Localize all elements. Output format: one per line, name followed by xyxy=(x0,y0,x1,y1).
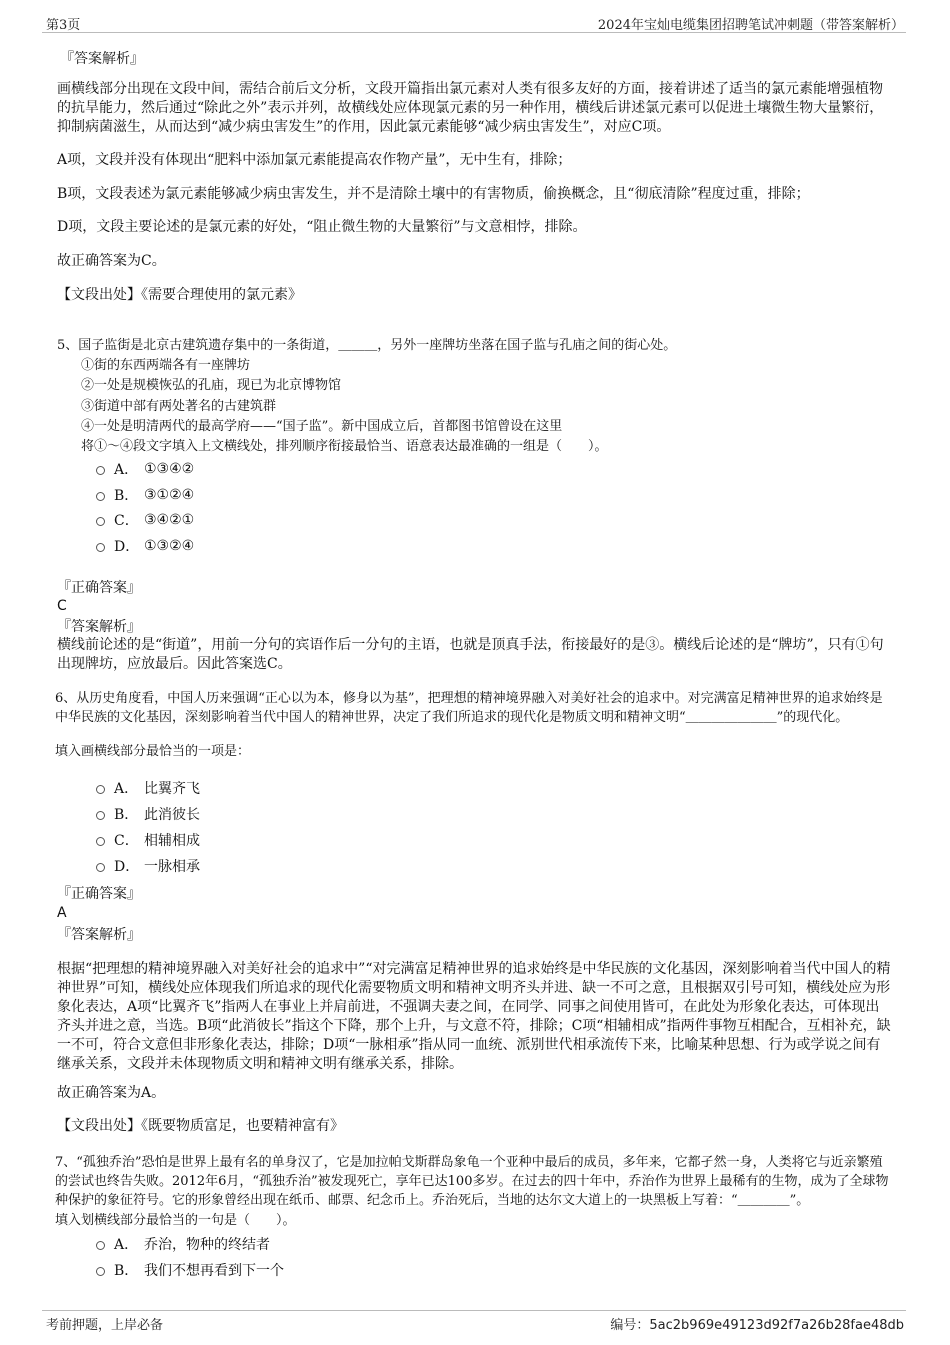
q6-option-b[interactable]: B． 此消彼长 xyxy=(96,804,200,824)
answer-value: A xyxy=(57,905,67,921)
question-6-stem: 6、从历史角度看，中国人历来强调“正心以为本，修身以为基”，把理想的精神境界融入对美好社会的追求中。对完满富足精神世界的追求始终是中华民族的文化基因，深刻影响着当代中国人的精神世界，决定了我们所追求的现代化是物质文明和精神文明“＿＿＿＿＿＿＿”的现代化。 xyxy=(55,691,883,725)
question-6-ask: 填入画横线部分最恰当的一项是： xyxy=(55,744,251,759)
footer-rule xyxy=(42,1310,906,1311)
q6-option-c[interactable]: C． 相辅相成 xyxy=(96,830,200,850)
radio-icon[interactable] xyxy=(96,837,105,846)
q6-option-d[interactable]: D． 一脉相承 xyxy=(96,856,200,876)
q6-option-a[interactable]: A． 比翼齐飞 xyxy=(96,778,200,798)
footer-slogan: 考前押题，上岸必备 xyxy=(46,1318,164,1333)
question-5-item: ③街道中部有两处著名的古建筑群 xyxy=(81,399,277,414)
page-number: 第3页 xyxy=(46,18,81,33)
header-rule xyxy=(42,32,906,33)
footer-code-label: 编号： xyxy=(610,1318,650,1333)
q5-option-d[interactable]: D． ①③②④ xyxy=(96,536,194,556)
question-5-stem: 5、国子监街是北京古建筑遗存集中的一条街道，＿＿＿，另外一座牌坊坐落在国子监与孔庙之间的街心处。 xyxy=(57,338,677,353)
radio-icon[interactable] xyxy=(96,785,105,794)
footer-code-value: 5ac2b969e49123d92f7a26b28fae48db xyxy=(649,1318,904,1333)
radio-icon[interactable] xyxy=(96,492,105,501)
q5-option-c[interactable]: C． ③④②① xyxy=(96,510,194,530)
conclusion: 故正确答案为A。 xyxy=(57,1085,166,1101)
footer-code xyxy=(610,1314,904,1333)
analysis-text: 根据“把理想的精神境界融入对美好社会的追求中”“对完满富足精神世界的追求始终是中华民族的文化基因，深刻影响着当代中国人的精神世界”可知，横线处应体现我们所追求的现代化需要物质文明和精神文明齐头并进、缺一不可之意，且根据双引号可知，横线处应为形象化表达，A项“比翼齐飞”指两人在事业上并肩前进，不强调夫妻之间，在同学、同事之间使用皆可，在此处为形象化表达，可体现出齐头并进之意，当选。B项“此消彼长”指这个下降，那个上升，与文意不符，排除；C项“相辅相成”指两件事物互相配合，互相补充，缺一不可，符合文意但非形象化表达，排除；D项“一脉相承”指从同一血统、派别世代相承流传下来，比喻某种思想、行为或学说之间有继承关系，文段并未体现物质文明和精神文明有继承关系，排除。 xyxy=(57,961,891,1072)
answer-value: C xyxy=(57,598,67,614)
source: 【文段出处】《需要合理使用的氯元素》 xyxy=(57,287,302,303)
analysis-label: 『答案解析』 xyxy=(60,51,144,67)
radio-icon[interactable] xyxy=(96,811,105,820)
radio-icon[interactable] xyxy=(96,1267,105,1276)
doc-title: 2024年宝灿电缆集团招聘笔试冲刺题（带答案解析） xyxy=(597,18,904,33)
radio-icon[interactable] xyxy=(96,466,105,475)
analysis-option-d: D项，文段主要论述的是氯元素的好处，“阻止微生物的大量繁衍”与文意相悖，排除。 xyxy=(57,219,587,235)
q7-option-b[interactable]: B． 我们不想再看到下一个 xyxy=(96,1260,284,1280)
analysis-text: 画横线部分出现在文段中间，需结合前后文分析，文段开篇指出氯元素对人类有很多友好的方面，接着讲述了适当的氯元素能增强植物的抗旱能力，然后通过“除此之外”表示并列，故横线处应体现氯元素的另一种作用，横线后讲述氯元素可以促进土壤微生物大量繁衍，抑制病菌滋生，从而达到“减少病虫害发生”的作用，因此氯元素能够“减少病虫害发生”，对应C项。 xyxy=(57,81,884,135)
answer-label: 『正确答案』 xyxy=(57,580,141,596)
question-5-item: ①街的东西两端各有一座牌坊 xyxy=(81,358,251,373)
question-5-ask: 将①～④段文字填入上文横线处，排列顺序衔接最恰当、语意表达最准确的一组是（ ）。 xyxy=(81,439,608,454)
analysis-label: 『答案解析』 xyxy=(57,619,141,635)
question-5-item: ④一处是明清两代的最高学府——“国子监”。新中国成立后，首都图书馆曾设在这里 xyxy=(81,419,563,434)
q5-option-a[interactable]: A． ①③④② xyxy=(96,459,194,479)
analysis-label: 『答案解析』 xyxy=(57,927,141,943)
radio-icon[interactable] xyxy=(96,863,105,872)
radio-icon[interactable] xyxy=(96,517,105,526)
analysis-option-a: A项，文段并没有体现出“肥料中添加氯元素能提高农作物产量”，无中生有，排除； xyxy=(57,152,572,168)
source: 【文段出处】《既要物质富足，也要精神富有》 xyxy=(57,1118,344,1134)
analysis-text: 横线前论述的是“街道”，用前一分句的宾语作后一分句的主语，也就是顶真手法，衔接最好的是③。横线后论述的是“牌坊”，只有①句出现牌坊，应放最后。因此答案选C。 xyxy=(57,637,884,672)
q5-option-b[interactable]: B． ③①②④ xyxy=(96,485,194,505)
answer-label: 『正确答案』 xyxy=(57,886,141,902)
q7-option-a[interactable]: A． 乔治，物种的终结者 xyxy=(96,1234,270,1254)
question-7-ask: 填入划横线部分最恰当的一句是（ ）。 xyxy=(55,1213,296,1228)
radio-icon[interactable] xyxy=(96,1241,105,1250)
question-7-stem: 7、“孤独乔治”恐怕是世界上最有名的单身汉了，它是加拉帕戈斯群岛象龟一个亚种中最后的成员，多年来，它都孑然一身，人类将它与近亲繁殖的尝试也终告失败。2012年6月，“孤独乔治”被发现死亡，享年已达100多岁。在过去的四十年中，乔治作为世界上最稀有的生物，成为了全球物种保护的象征符号。它的形象曾经出现在纸币、邮票、纪念币上。乔治死后，当地的达尔文大道上的一块黑板上写着：“＿＿＿＿”。 xyxy=(55,1155,889,1208)
radio-icon[interactable] xyxy=(96,543,105,552)
analysis-option-b: B项，文段表述为氯元素能够减少病虫害发生，并不是清除土壤中的有害物质，偷换概念，且“彻底清除”程度过重，排除； xyxy=(57,186,810,202)
conclusion: 故正确答案为C。 xyxy=(57,253,166,269)
question-5-item: ②一处是规模恢弘的孔庙，现已为北京博物馆 xyxy=(81,378,342,393)
